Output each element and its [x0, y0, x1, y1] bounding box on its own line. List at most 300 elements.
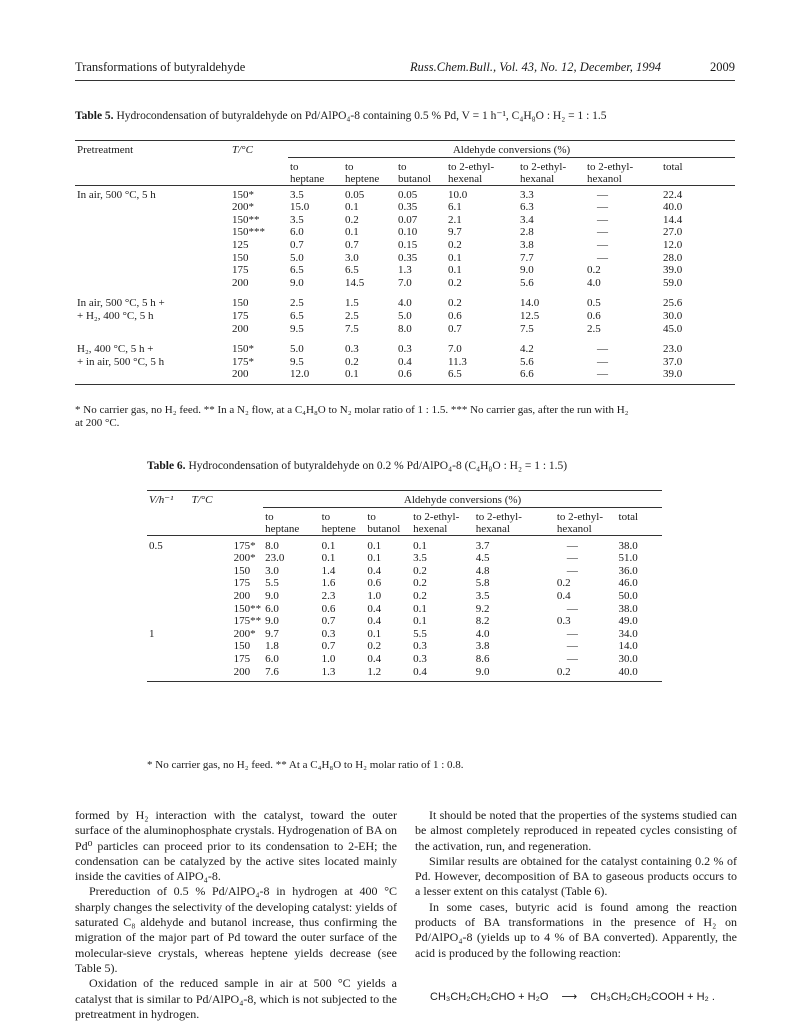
table6-value-cell: 0.4 — [413, 665, 427, 678]
table5-value-cell: 0.05 — [398, 188, 418, 201]
table5-value-cell: 27.0 — [663, 226, 683, 239]
table5-value-cell: — — [597, 201, 608, 214]
table5-temperature-cell: 200 — [232, 368, 249, 381]
table5-value-cell: 0.7 — [448, 322, 462, 335]
table6-value-cell: 0.6 — [367, 577, 382, 590]
table5-value-cell: 0.3 — [398, 343, 412, 356]
table6-temperature-cell: 150 — [233, 640, 251, 653]
table6-value-cell: 3.8 — [475, 640, 490, 653]
table6-row — [147, 577, 662, 590]
table5-value-cell: 5.0 — [290, 343, 304, 356]
table6-value-cell: 9.7 — [265, 627, 279, 640]
table5-temperature-cell: 150** — [232, 213, 260, 226]
reaction-equation — [430, 990, 715, 1003]
table5-value-cell: 6.3 — [520, 201, 534, 214]
table5-value-cell: 14.5 — [345, 276, 365, 289]
table5-value-cell: — — [597, 343, 608, 356]
table5-value-cell: 3.4 — [520, 213, 534, 226]
table5 — [75, 140, 735, 381]
table6-header-conversions: Aldehyde conversions (%) — [263, 491, 662, 508]
table5-value-cell: 28.0 — [663, 251, 683, 264]
table5-pretreatment-cell — [75, 201, 230, 214]
table6-value-cell: 0.1 — [413, 615, 427, 628]
table6-space-velocity-cell — [147, 640, 190, 653]
table5-subheader-cell: to 2-ethyl- hexenal — [446, 157, 518, 185]
table5-value-cell: 12.0 — [290, 368, 310, 381]
table6-subheader-cell: to 2-ethyl- hexanol — [555, 507, 617, 535]
table6-header-space-velocity: V/h⁻¹ — [147, 491, 190, 508]
table5-row — [75, 277, 735, 290]
table5-pretreatment-cell — [75, 323, 230, 336]
table6-row — [147, 603, 662, 616]
table6-value-cell: — — [566, 640, 578, 653]
table6-space-velocity-cell — [147, 666, 190, 679]
table5-value-cell: 14.0 — [520, 297, 540, 310]
table5-value-cell: 0.35 — [398, 201, 418, 214]
table6-value-cell: 4.5 — [475, 552, 490, 565]
table6-value-cell: 46.0 — [618, 577, 638, 590]
table5-value-cell: — — [597, 368, 608, 381]
table5-value-cell: 0.1 — [345, 226, 359, 239]
table5-value-cell: 45.0 — [663, 322, 683, 335]
table5-value-cell: 0.2 — [448, 297, 462, 310]
table5-row — [75, 214, 735, 227]
table6-value-cell: 0.7 — [321, 640, 336, 653]
table6-value-cell: 0.3 — [413, 652, 427, 665]
table6-value-cell: 9.0 — [265, 615, 279, 628]
table5-value-cell: 0.7 — [345, 238, 359, 251]
table6-value-cell: 0.4 — [367, 652, 382, 665]
table5-temperature-cell: 150* — [232, 188, 254, 201]
table5-bottom-rule — [75, 384, 735, 385]
table6-value-cell: 5.5 — [265, 577, 279, 590]
table5-value-cell: 5.6 — [520, 276, 534, 289]
right-paragraph-2: Similar results are obtained for the catalyst containing 0.2 % of Pd. However, decomposition of BA to gaseous products occurs to a lesser extent on this catalyst (Table 6). — [415, 853, 737, 899]
table5-value-cell: 9.5 — [290, 355, 304, 368]
spacer-cell — [75, 289, 735, 297]
table5-value-cell: 7.0 — [448, 343, 462, 356]
table5-value-cell: 0.35 — [398, 251, 418, 264]
table6-value-cell: 5.5 — [413, 627, 427, 640]
table5-value-cell: — — [597, 238, 608, 251]
table6-value-cell: — — [566, 564, 578, 577]
table5-value-cell: — — [597, 188, 608, 201]
table6-value-cell: 6.0 — [265, 602, 279, 615]
table6-subheader-cell: to heptene — [320, 507, 366, 535]
table5-subheader-cell: to butanol — [396, 157, 446, 185]
right-text-column — [415, 808, 737, 961]
equation-arrow: ⟶ — [561, 991, 578, 1003]
table5-value-cell: 8.0 — [398, 322, 412, 335]
table6-value-cell: 0.4 — [367, 564, 382, 577]
table5-value-cell: 0.1 — [345, 201, 359, 214]
table5-value-cell: 0.7 — [290, 238, 304, 251]
table5-row — [75, 297, 735, 310]
table5-temperature-cell: 125 — [232, 238, 249, 251]
table6-temperature-cell: 200 — [233, 589, 251, 602]
table5-value-cell: 0.2 — [448, 238, 462, 251]
table5-header-conversions: Aldehyde conversions (%) — [288, 141, 735, 158]
table5-value-cell: 4.0 — [398, 297, 412, 310]
table5-pretreatment-cell — [75, 368, 230, 381]
table6-row — [147, 615, 662, 628]
table5-value-cell: 0.2 — [587, 264, 601, 277]
left-text-column — [75, 808, 397, 1022]
left-paragraph-1: formed by H₂ interaction with the catalyst, toward the outer surface of the aluminophosphate crystals. Hydrogenation of BA on Pd⁰ particles can proceed prior to its condensation to 2-EH; the condensation can be catalyzed by the active sites located mainly inside the cavities of AlPO₄-8. — [75, 808, 397, 884]
table6-value-cell: 0.1 — [413, 602, 427, 615]
table6-value-cell: 30.0 — [618, 652, 638, 665]
table5-value-cell: 37.0 — [663, 355, 683, 368]
table6-value-cell: 0.4 — [367, 615, 382, 628]
table5-value-cell: 0.07 — [398, 213, 418, 226]
table5-value-cell: 0.4 — [398, 355, 412, 368]
equation-products: CH₃CH₂CH₂COOH + H₂ . — [590, 991, 715, 1003]
table6-value-cell: 0.2 — [556, 665, 571, 678]
table6-value-cell: 0.1 — [367, 552, 382, 565]
table5-value-cell: 15.0 — [290, 201, 310, 214]
table5-pretreatment-cell: H₂, 400 °C, 5 h + — [77, 343, 154, 356]
table6-value-cell: 1.0 — [367, 589, 382, 602]
table5-value-cell: 25.6 — [663, 297, 683, 310]
table6-space-velocity-cell — [147, 603, 190, 616]
table6-value-cell: 14.0 — [618, 640, 638, 653]
table6-value-cell: 0.4 — [367, 602, 382, 615]
table5-value-cell: 0.5 — [587, 297, 601, 310]
table6-value-cell: 0.3 — [413, 640, 427, 653]
table6-value-cell: 0.1 — [321, 552, 336, 565]
table5-row — [75, 185, 735, 201]
table6-footnote: * No carrier gas, no H₂ feed. ** At a C₄H₈O to H₂ molar ratio of 1 : 0.8. — [147, 759, 464, 771]
table5-value-cell: — — [597, 251, 608, 264]
table5-pretreatment-cell — [75, 226, 230, 239]
table5-header-temperature: T/°C — [230, 141, 288, 158]
table6-row — [147, 666, 662, 679]
table6-value-cell: 0.3 — [321, 627, 336, 640]
table5-row — [75, 226, 735, 239]
table6-space-velocity-cell: 0.5 — [149, 539, 163, 552]
table5-value-cell: 3.0 — [345, 251, 359, 264]
table5-value-cell: 0.6 — [587, 309, 601, 322]
table6-space-velocity-cell: 1 — [149, 627, 155, 640]
table5-temperature-cell: 175 — [232, 264, 249, 277]
table6-value-cell: 38.0 — [618, 539, 638, 552]
table6-bottom-rule — [147, 681, 662, 682]
table5-value-cell: 3.5 — [290, 213, 304, 226]
table6-value-cell: 1.2 — [367, 665, 382, 678]
table6-value-cell: 9.2 — [475, 602, 490, 615]
table5-value-cell: 12.0 — [663, 238, 683, 251]
table5-value-cell: 7.5 — [345, 322, 359, 335]
table5-temperature-cell: 150 — [232, 297, 249, 310]
table5-subheader-cell: to heptane — [288, 157, 343, 185]
table5-row — [75, 264, 735, 277]
table5-value-cell: 6.5 — [448, 368, 462, 381]
table6-temperature-cell: 150** — [233, 602, 262, 615]
table6-value-cell: 0.1 — [367, 539, 382, 552]
table5-footnote — [75, 404, 629, 430]
table6-temperature-cell: 175** — [233, 615, 262, 628]
table5-value-cell: 4.2 — [520, 343, 534, 356]
table5-value-cell: 0.1 — [345, 368, 359, 381]
table5-subheader-blank — [230, 157, 288, 185]
table5-value-cell: 5.6 — [520, 355, 534, 368]
table5-value-cell: 0.2 — [345, 213, 359, 226]
table5-value-cell: 3.8 — [520, 238, 534, 251]
table6-row — [147, 640, 662, 653]
table6-value-cell: 3.7 — [475, 539, 490, 552]
table6-value-cell: 0.1 — [367, 627, 382, 640]
table5-value-cell: 9.7 — [448, 226, 462, 239]
table5-value-cell: 2.1 — [448, 213, 462, 226]
table6-row — [147, 628, 662, 641]
table6-subheader-blank — [190, 507, 264, 535]
table5-row — [75, 201, 735, 214]
table6-temperature-cell: 200 — [233, 665, 251, 678]
table6-value-cell: 1.6 — [321, 577, 336, 590]
table6-caption-text: Hydrocondensation of butyraldehyde on 0.2 % Pd/AlPO₄-8 (C₄H₈O : H₂ = 1 : 1.5) — [188, 460, 568, 472]
table5-temperature-cell: 175 — [232, 309, 249, 322]
table6-header-temperature: T/°C — [190, 491, 264, 508]
table5-row — [75, 323, 735, 336]
table5-value-cell: 30.0 — [663, 309, 683, 322]
table6-value-cell: 0.1 — [321, 539, 336, 552]
table5-row — [75, 252, 735, 265]
table6-header-row — [147, 491, 662, 508]
page-number: 2009 — [710, 60, 735, 74]
table5-caption-text: Hydrocondensation of butyraldehyde on Pd/AlPO₄-8 containing 0.5 % Pd, V = 1 h⁻¹, C₄H₈O : H₂ = 1 : 1.5 — [116, 110, 607, 122]
table5-subheader-blank — [75, 157, 230, 185]
table5-value-cell: 6.6 — [520, 368, 534, 381]
table5-value-cell: 0.3 — [345, 343, 359, 356]
running-header — [75, 60, 735, 80]
table5-value-cell: 9.5 — [290, 322, 304, 335]
table6-value-cell: — — [566, 602, 578, 615]
right-paragraph-1: It should be noted that the properties of the systems studied can be almost completely reproduced in repeated cycles consisting of the activation, run, and regeneration. — [415, 808, 737, 853]
table6-space-velocity-cell — [147, 552, 190, 565]
table6-value-cell: 51.0 — [618, 552, 638, 565]
table5-value-cell: 4.0 — [587, 276, 601, 289]
table6-value-cell: 2.3 — [321, 589, 336, 602]
table5-value-cell: 59.0 — [663, 276, 683, 289]
table6-space-velocity-cell — [147, 615, 190, 628]
table5-value-cell: 9.0 — [520, 264, 534, 277]
table6-subheader-row — [147, 507, 662, 535]
table5-value-cell: 10.0 — [448, 188, 468, 201]
table5-value-cell: 7.5 — [520, 322, 534, 335]
table5-value-cell: 3.3 — [520, 188, 534, 201]
table6-value-cell: 0.6 — [321, 602, 336, 615]
journal-reference: Russ.Chem.Bull., Vol. 43, No. 12, December, 1994 — [410, 60, 662, 74]
table5-footnote-line1: * No carrier gas, no H₂ feed. ** In a N₂ flow, at a C₄H₈O to N₂ molar ratio of 1 : 1.5. *** No carrier gas, after the run with H₂ — [75, 404, 629, 416]
table5-value-cell: 9.0 — [290, 276, 304, 289]
table6-row — [147, 653, 662, 666]
table6-value-cell: 23.0 — [265, 552, 285, 565]
table6-value-cell: 0.2 — [367, 640, 382, 653]
table6-caption-label: Table 6. — [147, 460, 186, 472]
table5-temperature-cell: 200 — [232, 322, 249, 335]
table6-value-cell: 1.0 — [321, 652, 336, 665]
running-title: Transformations of butyraldehyde — [75, 60, 246, 74]
table6-value-cell: 49.0 — [618, 615, 638, 628]
table5-value-cell: 5.0 — [398, 309, 412, 322]
table5-value-cell: 7.7 — [520, 251, 534, 264]
table6-value-cell: 0.7 — [321, 615, 336, 628]
table5-subheader-cell: to 2-ethyl- hexanal — [518, 157, 585, 185]
table5-value-cell: 0.1 — [448, 251, 462, 264]
table6-value-cell: — — [566, 539, 578, 552]
table5-value-cell: — — [597, 226, 608, 239]
table5-value-cell: 2.5 — [587, 322, 601, 335]
table6-value-cell: — — [566, 627, 578, 640]
table6-value-cell: 0.4 — [556, 589, 571, 602]
table6-value-cell: 34.0 — [618, 627, 638, 640]
table6-subheader-cell: to butanol — [365, 507, 411, 535]
table5-pretreatment-cell — [75, 264, 230, 277]
table5-footnote-line2: at 200 °C. — [75, 417, 120, 429]
table5-pretreatment-cell — [75, 252, 230, 265]
table5-group-spacer — [75, 335, 735, 343]
table5-value-cell: 14.4 — [663, 213, 683, 226]
table6-space-velocity-cell — [147, 565, 190, 578]
table6-value-cell: 0.2 — [556, 577, 571, 590]
table5-value-cell: 11.3 — [448, 355, 467, 368]
table6-value-cell: 38.0 — [618, 602, 638, 615]
table5-temperature-cell: 200 — [232, 276, 249, 289]
table5-pretreatment-cell — [75, 277, 230, 290]
table5-subheader-cell: total — [661, 157, 735, 185]
table5-value-cell: 39.0 — [663, 368, 683, 381]
table6-value-cell: 0.2 — [413, 564, 427, 577]
table5-row — [75, 343, 735, 356]
table5-pretreatment-cell: In air, 500 °C, 5 h — [77, 188, 156, 201]
table6-subheader-cell: to 2-ethyl- hexanal — [474, 507, 555, 535]
table6-value-cell: 0.2 — [413, 589, 427, 602]
equation-reactants: CH₃CH₂CH₂CHO + H₂O — [430, 991, 549, 1003]
table5-temperature-cell: 200* — [232, 201, 254, 214]
table5-value-cell: 2.5 — [290, 297, 304, 310]
table6-row — [147, 552, 662, 565]
table6-subheader-cell: total — [617, 507, 662, 535]
table5-value-cell: 0.15 — [398, 238, 418, 251]
table5-value-cell: 7.0 — [398, 276, 412, 289]
table6-space-velocity-cell — [147, 653, 190, 666]
table5-value-cell: 39.0 — [663, 264, 683, 277]
table5-subheader-cell: to 2-ethyl- hexanol — [585, 157, 661, 185]
table5-value-cell: 6.0 — [290, 226, 304, 239]
table6-value-cell: 9.0 — [265, 589, 279, 602]
right-paragraph-3: In some cases, butyric acid is found among the reaction products of BA transformations in the presence of H₂ on Pd/AlPO₄-8 (yields up to 4 % of BA converted). Apparently, the acid is produced by the following reaction: — [415, 899, 737, 960]
table5-temperature-cell: 175* — [232, 355, 254, 368]
table6-value-cell: 1.4 — [321, 564, 336, 577]
table5-value-cell: 1.3 — [398, 264, 412, 277]
table5-pretreatment-cell: In air, 500 °C, 5 h + — [77, 297, 165, 310]
table5-temperature-cell: 150 — [232, 251, 249, 264]
left-paragraph-2: Prereduction of 0.5 % Pd/AlPO₄-8 in hydrogen at 400 °C sharply changes the selectivity of the developing catalyst: yields of saturated C₈ aldehyde and butanol increase, thus confirming the migration of the major part of Pd toward the outer surface of the molecular-sieve crystals, whereas heptene yields decrease (see Table 5). — [75, 884, 397, 975]
table5-value-cell: 0.2 — [448, 276, 462, 289]
table6-temperature-cell: 200* — [233, 627, 256, 640]
table5-value-cell: 6.5 — [290, 264, 304, 277]
left-paragraph-3: Oxidation of the reduced sample in air at 500 °C yields a catalyst that is similar to Pd/AlPO₄-8, which is not subjected to the pretreatment in hydrogen. — [75, 976, 397, 1021]
table5-row — [75, 368, 735, 381]
table6-value-cell: 4.8 — [475, 564, 490, 577]
table5-row — [75, 356, 735, 369]
table6-row — [147, 565, 662, 578]
table6-value-cell: 8.0 — [265, 539, 279, 552]
table6-space-velocity-cell — [147, 590, 190, 603]
table5-value-cell: 6.5 — [345, 264, 359, 277]
table6-subheader-cell: to heptane — [263, 507, 319, 535]
table5-row — [75, 310, 735, 323]
table6-value-cell: 7.6 — [265, 665, 279, 678]
table6-value-cell: 8.2 — [475, 615, 490, 628]
table5-row — [75, 239, 735, 252]
table5-value-cell: 0.10 — [398, 226, 418, 239]
table6-temperature-cell: 175 — [233, 652, 251, 665]
table6-row — [147, 590, 662, 603]
table6-value-cell: 9.0 — [475, 665, 490, 678]
table6-value-cell: 4.0 — [475, 627, 490, 640]
table6-value-cell: 40.0 — [618, 665, 638, 678]
header-rule — [75, 80, 735, 81]
table5-caption-label: Table 5. — [75, 110, 114, 122]
table6-temperature-cell: 175 — [233, 577, 251, 590]
table6-value-cell: 1.8 — [265, 640, 279, 653]
table6-value-cell: 3.5 — [475, 589, 490, 602]
table6-value-cell: — — [566, 552, 578, 565]
table6-value-cell: 36.0 — [618, 564, 638, 577]
table6-temperature-cell: 175* — [233, 539, 256, 552]
table6-value-cell: 5.8 — [475, 577, 490, 590]
table6-value-cell: 1.3 — [321, 665, 336, 678]
table5-pretreatment-cell — [75, 239, 230, 252]
table5-value-cell: 0.6 — [448, 309, 462, 322]
table6-value-cell: 0.2 — [413, 577, 427, 590]
table5-pretreatment-cell: + in air, 500 °C, 5 h — [77, 355, 165, 368]
table6-value-cell: 3.0 — [265, 564, 279, 577]
table5-temperature-cell: 150* — [232, 343, 254, 356]
table5-subheader-cell: to heptene — [343, 157, 396, 185]
table5-value-cell: 2.8 — [520, 226, 534, 239]
table5-header-pretreatment: Pretreatment — [75, 141, 230, 158]
table6-subheader-blank — [147, 507, 190, 535]
table6-space-velocity-cell — [147, 577, 190, 590]
table5-value-cell: 1.5 — [345, 297, 359, 310]
table5-value-cell: — — [597, 213, 608, 226]
table6-subheader-cell: to 2-ethyl- hexenal — [411, 507, 474, 535]
table6-row — [147, 535, 662, 552]
table5-temperature-cell: 150*** — [232, 226, 265, 239]
table5-value-cell: 12.5 — [520, 309, 540, 322]
table6-value-cell: — — [566, 652, 578, 665]
table5-caption — [75, 108, 607, 122]
table5-value-cell: 0.1 — [448, 264, 462, 277]
table5-subheader-row — [75, 157, 735, 185]
table6-value-cell: 3.5 — [413, 552, 427, 565]
table6-value-cell: 0.3 — [556, 615, 571, 628]
table5-value-cell: 6.5 — [290, 309, 304, 322]
table6 — [147, 490, 662, 678]
table6-temperature-cell: 150 — [233, 564, 251, 577]
table5-value-cell: 2.5 — [345, 309, 359, 322]
table5-value-cell: 3.5 — [290, 188, 304, 201]
table6-value-cell: 8.6 — [475, 652, 490, 665]
table5-value-cell: — — [597, 355, 608, 368]
table5-value-cell: 5.0 — [290, 251, 304, 264]
table6-temperature-cell: 200* — [233, 552, 256, 565]
table5-value-cell: 23.0 — [663, 343, 683, 356]
table6-value-cell: 50.0 — [618, 589, 638, 602]
table5-value-cell: 0.6 — [398, 368, 412, 381]
